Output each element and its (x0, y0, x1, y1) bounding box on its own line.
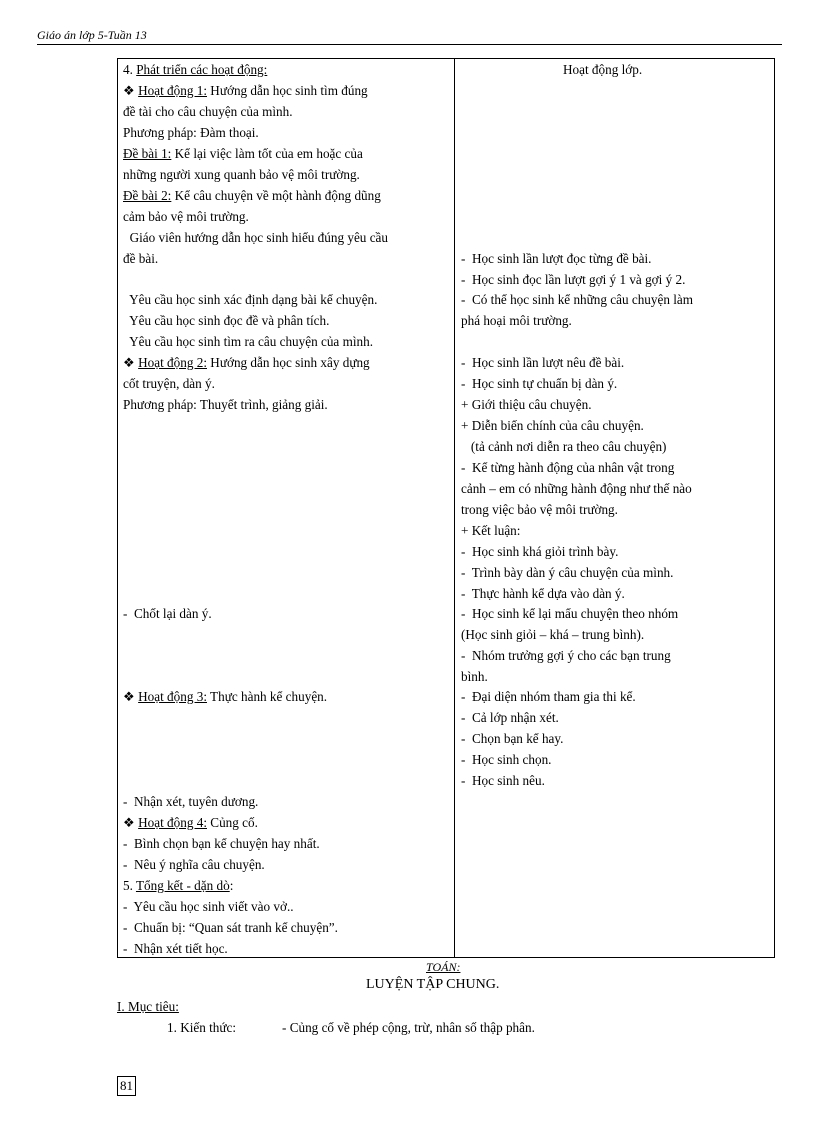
student-line: - Đại diện nhóm tham gia thi kể. (461, 689, 636, 704)
student-line: - Học sinh lần lượt đọc từng đề bài. (461, 251, 652, 266)
line-text: Phương pháp: Thuyết trình, giảng giải. (123, 397, 328, 412)
line-text: - Nhận xét, tuyên dương. (123, 794, 259, 809)
student-line: - Có thể học sinh kể những câu chuyện làm (461, 292, 694, 307)
student-line: - Học sinh nêu. (461, 773, 545, 788)
student-line: - Học sinh đọc lần lượt gợi ý 1 và gợi ý 2. (461, 272, 686, 287)
teacher-line (123, 62, 267, 78)
student-line: (tả cảnh nơi diễn ra theo câu chuyện) (461, 439, 667, 454)
lesson-table (117, 58, 775, 958)
teacher-line (123, 104, 293, 120)
student-line: - Thực hành kể dựa vào dàn ý. (461, 586, 625, 601)
line-underlined: Đề bài 1: (123, 146, 172, 161)
student-line: - Cả lớp nhận xét. (461, 710, 559, 725)
student-line: - Học sinh chọn. (461, 752, 552, 767)
line-text: : (229, 878, 234, 893)
line-prefix: ❖ (123, 83, 139, 98)
line-underlined: Hoạt động 2: (138, 355, 207, 370)
line-text: - Nhận xét tiết học. (123, 941, 228, 956)
column-divider (454, 59, 455, 957)
student-line: + Giới thiệu câu chuyện. (461, 397, 592, 412)
teacher-line (123, 125, 259, 141)
line-text: đề bài. (123, 251, 159, 266)
line-underlined: Hoạt động 4: (138, 815, 207, 830)
line-underlined: Tổng kết - dặn dò (135, 878, 230, 893)
line-text: - Chốt lại dàn ý. (123, 606, 212, 621)
student-line: Hoạt động lớp. (563, 62, 643, 77)
line-text: những người xung quanh bảo vệ môi trường. (123, 167, 360, 182)
teacher-line (123, 899, 294, 915)
teacher-line (123, 878, 233, 894)
line-underlined: Phát triển các hoạt động: (136, 62, 268, 77)
teacher-line (123, 251, 158, 267)
line-underlined: Hoạt động 3: (138, 689, 207, 704)
student-line: trong việc bảo vệ môi trường. (461, 502, 618, 517)
teacher-line (123, 606, 212, 622)
teacher-line (123, 794, 258, 810)
teacher-line (123, 313, 329, 329)
line-text: - Nêu ý nghĩa câu chuyện. (123, 857, 265, 872)
teacher-line (123, 689, 327, 705)
line-prefix: ❖ (123, 815, 139, 830)
student-line: - Học sinh khá giỏi trình bày. (461, 544, 619, 559)
lesson-title: LUYỆN TẬP CHUNG. (366, 977, 500, 992)
teacher-line (123, 355, 370, 371)
line-text: đề tài cho câu chuyện của mình. (123, 104, 293, 119)
student-line: cảnh – em có những hành động như thế nào (461, 481, 692, 496)
teacher-line (123, 815, 258, 831)
student-line: - Chọn bạn kể hay. (461, 731, 564, 746)
student-line: (Học sinh giỏi – khá – trung bình). (461, 627, 645, 642)
line-text: - Yêu cầu học sinh viết vào vở.. (123, 899, 294, 914)
line-text: Giáo viên hướng dẫn học sinh hiểu đúng yêu cầu (123, 230, 388, 245)
teacher-line (123, 376, 215, 392)
line-text: Hướng dẫn học sinh tìm đúng (207, 83, 368, 98)
page-number: 81 (117, 1076, 136, 1096)
line-prefix: 5. (123, 878, 136, 893)
teacher-line (123, 334, 373, 350)
line-text: Kể lại việc làm tốt của em hoặc của (171, 146, 363, 161)
student-line: - Kể từng hành động của nhân vật trong (461, 460, 675, 475)
student-line: + Diễn biến chính của câu chuyện. (461, 418, 644, 433)
teacher-line (123, 146, 363, 162)
teacher-line (123, 941, 228, 957)
line-prefix: 4. (123, 62, 137, 77)
line-text: Phương pháp: Đàm thoại. (123, 125, 259, 140)
teacher-line (123, 188, 381, 204)
student-line: bình. (461, 669, 488, 684)
line-text: Thực hành kể chuyện. (207, 689, 328, 704)
line-text: - Bình chọn bạn kể chuyện hay nhất. (123, 836, 320, 851)
page-header: Giáo án lớp 5-Tuần 13 (37, 28, 782, 45)
section-heading: I. Mục tiêu: (117, 999, 179, 1014)
student-line: - Nhóm trưởng gợi ý cho các bạn trung (461, 648, 671, 663)
line-text: Yêu cầu học sinh đọc đề và phân tích. (123, 313, 330, 328)
line-text: Kể câu chuyện về một hành động dũng (171, 188, 381, 203)
line-prefix: ❖ (123, 355, 139, 370)
line-text: Củng cố. (207, 815, 258, 830)
teacher-line (123, 167, 360, 183)
teacher-line (123, 836, 320, 852)
student-line: - Trình bày dàn ý câu chuyện của mình. (461, 565, 674, 580)
teacher-line (123, 920, 338, 936)
teacher-line (123, 83, 368, 99)
line-text: cảm bảo vệ môi trường. (123, 209, 249, 224)
objective-label: 1. Kiến thức: (167, 1020, 237, 1035)
line-text: Yêu cầu học sinh tìm ra câu chuyện của mình. (123, 334, 373, 349)
teacher-line (123, 209, 249, 225)
line-text: Yêu cầu học sinh xác định dạng bài kể chuyện. (123, 292, 378, 307)
teacher-line (123, 292, 377, 308)
line-text: Hướng dẫn học sinh xây dựng (207, 355, 370, 370)
subject-label: TOÁN: (426, 960, 461, 974)
student-line: - Học sinh lần lượt nêu đề bài. (461, 355, 625, 370)
line-text: - Chuẩn bị: “Quan sát tranh kể chuyện”. (123, 920, 338, 935)
line-text: cốt truyện, dàn ý. (123, 376, 215, 391)
objective-text: - Củng cố về phép cộng, trừ, nhân số thập phân. (282, 1020, 535, 1035)
line-underlined: Đề bài 2: (123, 188, 172, 203)
line-prefix: ❖ (123, 689, 139, 704)
teacher-line (123, 857, 265, 873)
teacher-line (123, 230, 388, 246)
student-line: - Học sinh tự chuẩn bị dàn ý. (461, 376, 618, 391)
student-line: phá hoại môi trường. (461, 313, 572, 328)
teacher-line (123, 397, 328, 413)
student-line: - Học sinh kể lại mẩu chuyện theo nhóm (461, 606, 679, 621)
line-underlined: Hoạt động 1: (138, 83, 207, 98)
student-line: + Kết luận: (461, 523, 521, 538)
